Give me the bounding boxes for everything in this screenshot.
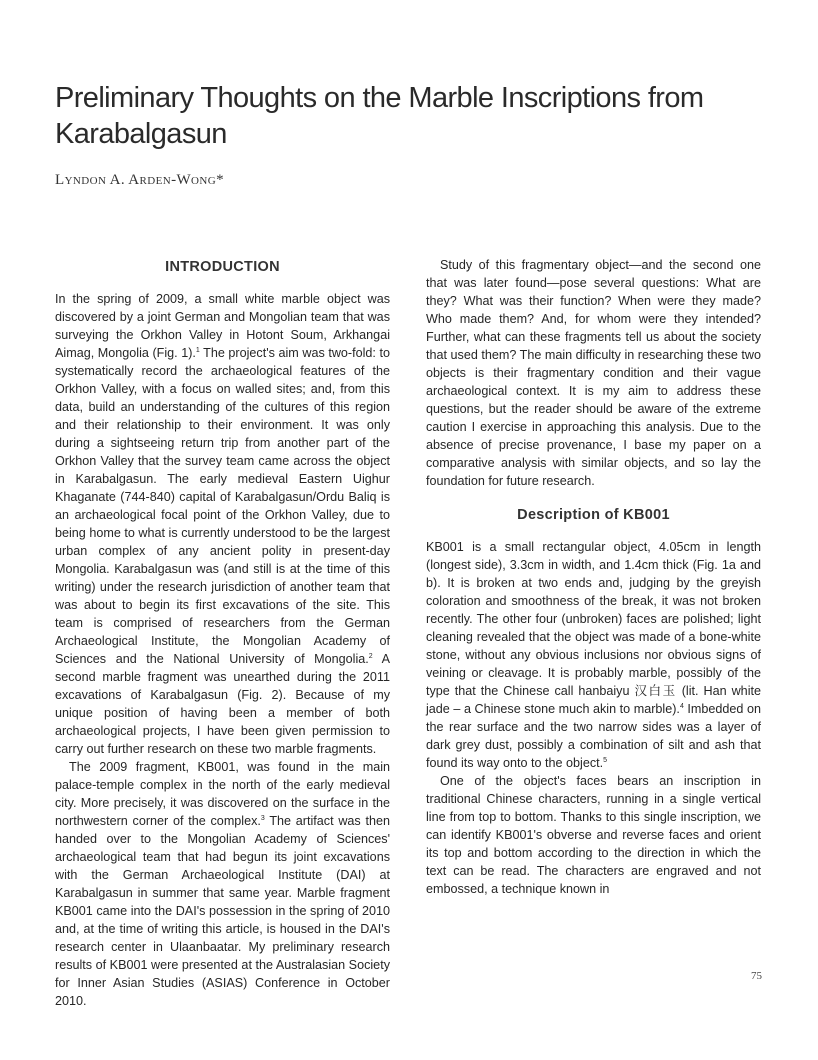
footnote-ref-3[interactable]: 3 xyxy=(260,814,265,822)
description-heading: Description of KB001 xyxy=(517,507,670,523)
footnote-ref-5[interactable]: 5 xyxy=(603,756,608,764)
intro-p1-text-2: The project's aim was two-fold: to systematically record the archaeological features of the Orkhon Valley, with a focus on walled sites; and, from this data, build an understanding of the cultures of this region and their relationship to their environment. It was only during a sightseeing return trip from another part of the Orkhon Valley that the survey team came across the object in Karabalgasun. The early medieval Eastern Uighur Khaganate (744-840) capital of Karabalgasun/Ordu Baliq is an archaeological focal point of the Orkhon Valley, due to being home to what is currently understood to be the largest urban complex of any ancient polity in present-day Mongolia. Karabalgasun was (and still is at the time of this writing) under the research jurisdiction of another team that was about to begin its first excavations of the site. This team is comprised of researchers from the German Archaeological Institute, the Mongolian Academy of Sciences and the National University of Mongolia. xyxy=(55,346,390,666)
intro-p3-text: Study of this fragmentary object—and the second one that was later found—pose several questions: What are they? What was their function? When were they made? Who made them? And, for whom were they intended? Further, what can these fragments tell us about the society that used them? The main difficulty in researching these two objects is their fragmentary condition and their vague archaeological context. It is my aim to address these questions, but the reader should be aware of the extreme caution I exercise in approaching this analysis. Due to the absence of precise provenance, I base my paper on a comparative analysis with similar objects, and so lay the foundation for future research. xyxy=(426,258,761,488)
desc-p1-text: KB001 is a small rectangular object, 4.05cm in length (longest side), 3.3cm in width, and 1.4cm thick (Fig. 1a and b). It is broken at two ends and, judging by the greyish coloration and smoothness of the break, it was not broken recently. The other four (unbroken) faces are polished; light cleaning revealed that the object was made of a bone-white stone, without any obvious inclusions nor obvious signs of veining or cleavage. It is probably marble, possibly of the type that the Chinese call hanbaiyu 汉白玉 (lit. Han white jade – a Chinese stone much akin to marble). xyxy=(426,540,761,716)
description-paragraph-2 xyxy=(426,772,761,898)
author-name: Lyndon A. Arden-Wong* xyxy=(55,172,224,188)
introduction-heading: INTRODUCTION xyxy=(165,259,280,275)
intro-paragraph-1 xyxy=(55,290,390,758)
desc-p2-text: One of the object's faces bears an inscription in traditional Chinese characters, running in a single vertical line from top to bottom. Thanks to this single inscription, we can identify KB001's obverse and reverse faces and orient its top and bottom according to the direction in which the text can be read. The characters are engraved and not embossed, a technique known in xyxy=(426,774,761,896)
footnote-ref-2[interactable]: 2 xyxy=(368,652,373,660)
intro-p2-text-2: The artifact was then handed over to the Mongolian Academy of Sciences' archaeological team that had begun its joint excavations with the German Archaeological Institute (DAI) at Karabalgasun in summer that same year. Marble fragment KB001 came into the DAI's possession in the spring of 2010 and, at the time of writing this article, is housed in the DAI's research center in Ulaanbaatar. My preliminary research results of KB001 were presented at the Australasian Society for Inner Asian Studies (ASIAS) Conference in October 2010. xyxy=(55,814,390,1008)
desc-p1-text-2: Imbedded on the rear surface and the two narrow sides was a layer of dark grey dust, possibly a combination of silt and ash that found its way onto to the object. xyxy=(426,702,761,770)
intro-p1-text-3: A second marble fragment was unearthed during the 2011 excavations of Karabalgasun (Fig. 2). Because of my unique position of having been a member of both archaeological projects, I have been given permission to carry out further research on these two marble fragments. xyxy=(55,652,390,756)
footnote-ref-1[interactable]: 1 xyxy=(195,346,200,354)
footnote-ref-4[interactable]: 4 xyxy=(679,702,684,710)
intro-p1-text: In the spring of 2009, a small white marble object was discovered by a joint German and Mongolian team that was surveying the Orkhon Valley in Hotont Soum, Arkhangai Aimag, Mongolia (Fig. 1). xyxy=(55,292,390,360)
description-paragraph-1 xyxy=(426,538,761,772)
intro-p2-text: The 2009 fragment, KB001, was found in the main palace-temple complex in the north of the early medieval city. More precisely, it was discovered on the surface in the northwestern corner of the complex. xyxy=(55,760,390,828)
intro-paragraph-3 xyxy=(426,256,761,490)
article-title: Preliminary Thoughts on the Marble Inscriptions from Karabalgasun xyxy=(55,82,704,150)
intro-paragraph-2 xyxy=(55,758,390,1010)
right-column xyxy=(426,256,761,898)
left-column xyxy=(55,256,390,1010)
page-number: 75 xyxy=(751,970,762,982)
